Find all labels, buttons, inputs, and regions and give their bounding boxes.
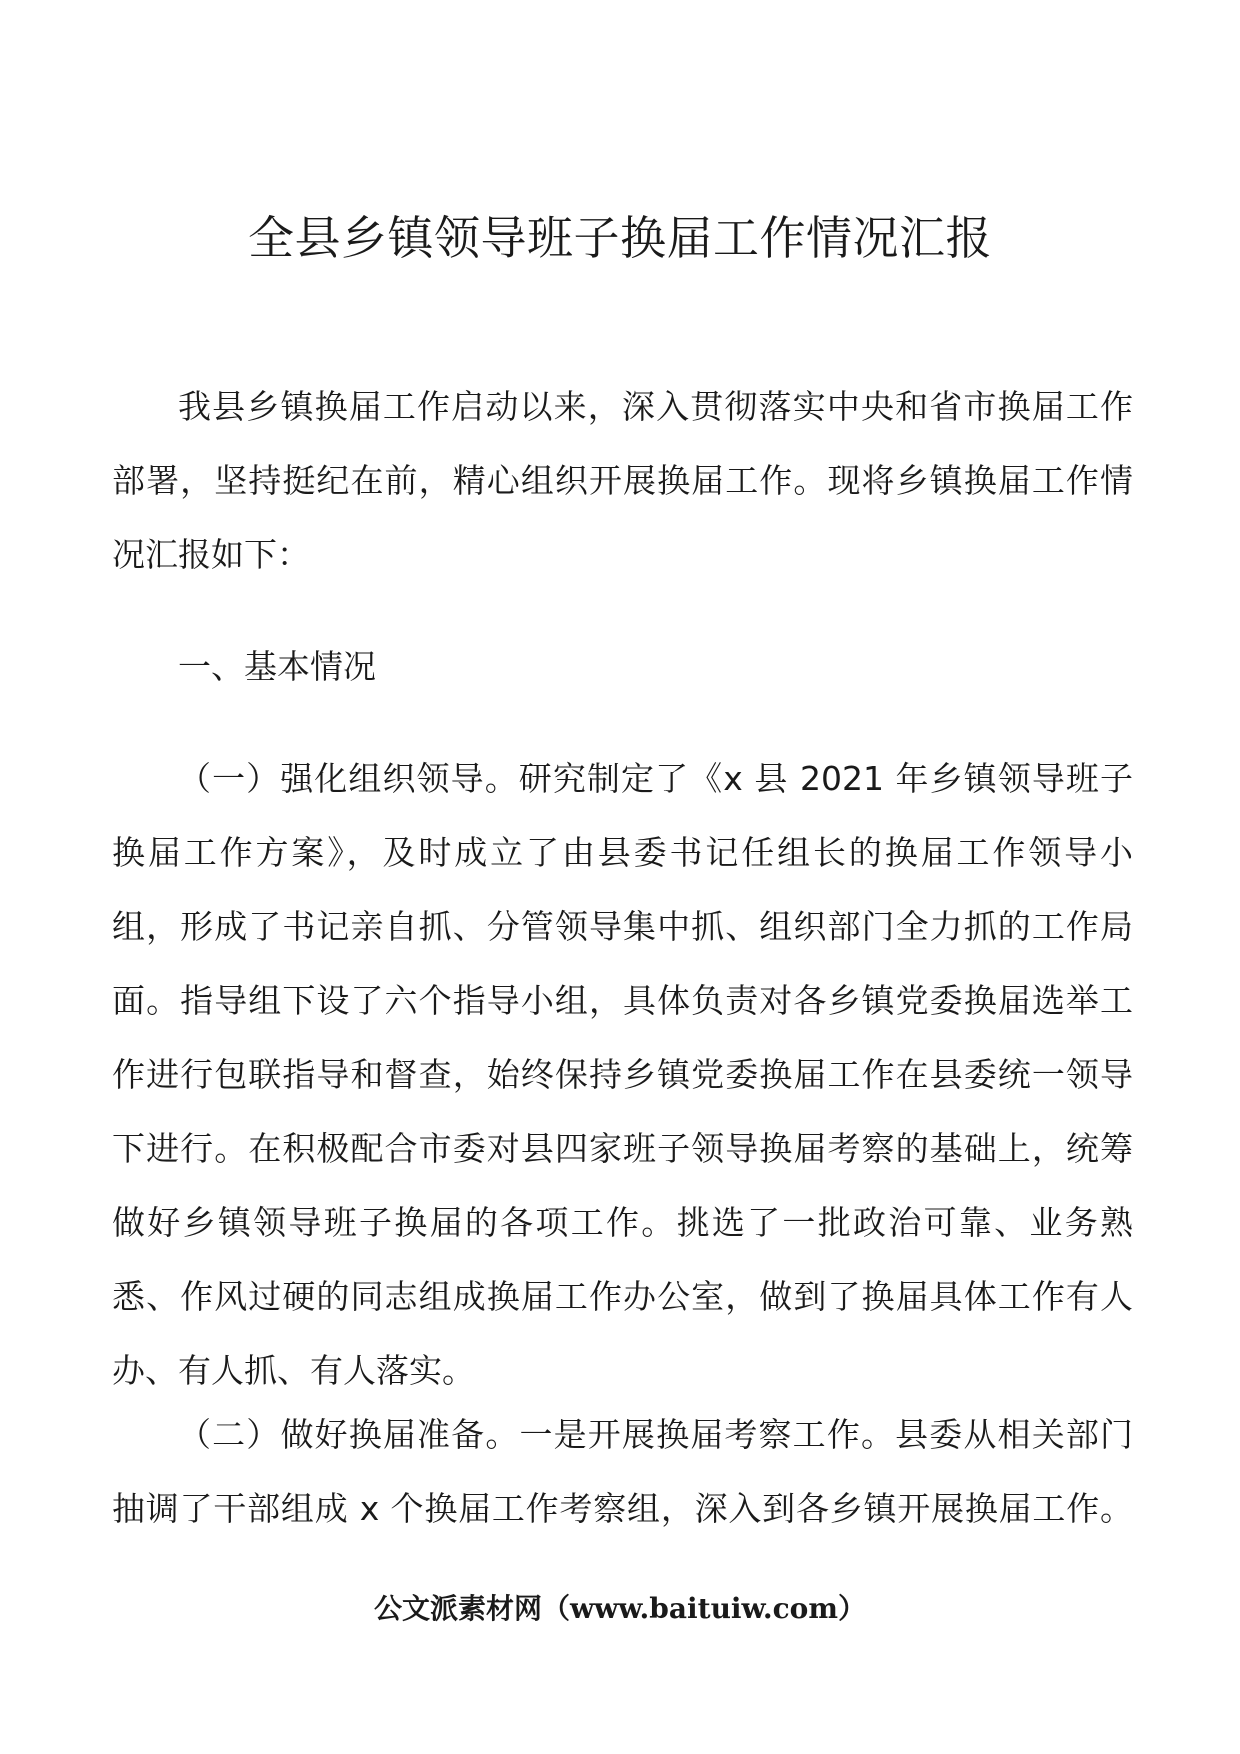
paragraph-line: 换届工作方案》，及时成立了由县委书记任组长的换届工作领导小 [112,833,1133,872]
intro-paragraph [112,370,1133,592]
paragraph-line: 抽调了干部组成 x 个换届工作考察组，深入到各乡镇开展换届工作。 [112,1489,1133,1528]
section-paragraph-1 [112,742,1133,1408]
paragraph-line: 下进行。在积极配合市委对县四家班子领导换届考察的基础上，统筹 [112,1129,1133,1168]
paragraph-line: 组，形成了书记亲自抓、分管领导集中抓、组织部门全力抓的工作局 [112,907,1133,946]
paragraph-line: （二）做好换届准备。一是开展换届考察工作。县委从相关部门 [178,1415,1133,1454]
section-heading: 一、基本情况 [178,647,376,686]
intro-line: 部署，坚持挺纪在前，精心组织开展换届工作。现将乡镇换届工作情 [112,461,1133,500]
paragraph-line: 作进行包联指导和督查，始终保持乡镇党委换届工作在县委统一领导 [112,1055,1133,1094]
intro-line: 况汇报如下： [112,535,310,574]
paragraph-line: 悉、作风过硬的同志组成换届工作办公室，做到了换届具体工作有人 [112,1277,1133,1316]
paragraph-line: （一）强化组织领导。研究制定了《x 县 2021 年乡镇领导班子 [178,759,1133,798]
paragraph-line: 办、有人抓、有人落实。 [112,1351,475,1390]
paragraph-line: 做好乡镇领导班子换届的各项工作。挑选了一批政治可靠、业务熟 [112,1203,1133,1242]
section-paragraph-2 [112,1398,1133,1546]
paragraph-line: 面。指导组下设了六个指导小组，具体负责对各乡镇党委换届选举工 [112,981,1133,1020]
document-title: 全县乡镇领导班子换届工作情况汇报 [248,211,992,265]
intro-line: 我县乡镇换届工作启动以来，深入贯彻落实中央和省市换届工作 [178,387,1133,426]
footer-watermark: 公文派素材网（www.baituiw.com） [374,1592,866,1625]
